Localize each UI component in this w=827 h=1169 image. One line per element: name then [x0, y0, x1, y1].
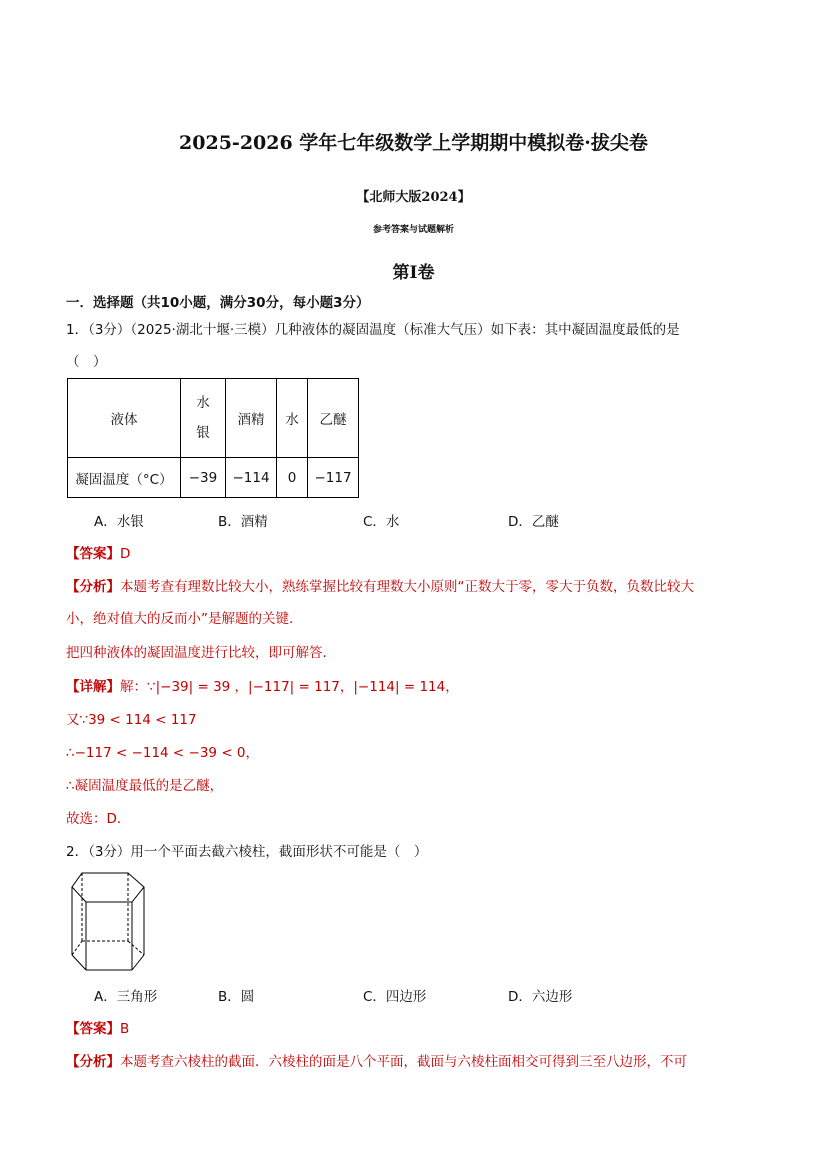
q1-detail-line3: ∴−117 < −114 < −39 < 0，	[66, 745, 260, 761]
q1-answer	[66, 542, 130, 562]
analysis-tag: 【分析】	[66, 1054, 120, 1070]
volume-heading: 第I卷	[392, 263, 435, 283]
analysis-tag: 【分析】	[66, 579, 120, 595]
q1-detail-line1	[66, 675, 459, 695]
q1-detail-line4: ∴凝固温度最低的是乙醚，	[66, 778, 224, 794]
analysis-text: 本题考查有理数比较大小，熟练掌握比较有理数大小原则“正数大于零，零大于负数，负数比较大	[120, 579, 694, 595]
q1-option-a: A．水银	[94, 514, 144, 530]
answer-tag: 【答案】	[66, 546, 120, 562]
table-col-alcohol: 酒精	[226, 379, 277, 458]
table-col-ether: 乙醚	[308, 379, 359, 458]
q2-option-a: A．三角形	[94, 989, 158, 1005]
q1-analysis-line1	[66, 575, 694, 595]
q1-detail-line2: 又∵39 < 114 < 117	[66, 712, 197, 728]
answer-value: B	[120, 1021, 130, 1037]
table-val-ether: −117	[308, 458, 359, 498]
liquid-freezing-table	[67, 378, 359, 498]
detail-text: 解：∵|−39| = 39 ，|−117| = 117，|−114| = 114，	[120, 679, 459, 695]
q1-analysis-line2: 小，绝对值大的反而小”是解题的关键．	[66, 611, 303, 627]
q2-option-b: B．圆	[218, 989, 255, 1005]
q1-detail-line5: 故选：D．	[66, 811, 131, 827]
table-val-alcohol: −114	[226, 458, 277, 498]
document-subtitle: 参考答案与试题解析	[372, 225, 454, 235]
q2-option-c: C．四边形	[363, 989, 427, 1005]
table-col-water: 水	[277, 379, 308, 458]
q1-stem-line1: 1．（3分）（2025·湖北十堰·三模）几种液体的凝固温度（标准大气压）如下表：其中凝固温度最低的是	[66, 322, 680, 338]
q1-stem-line2: （ ）	[66, 354, 107, 370]
table-val-mercury: −39	[181, 458, 226, 498]
edition-label: 【北师大版2024】	[356, 190, 471, 205]
q1-option-c: C．水	[363, 514, 400, 530]
table-header-liquid: 液体	[68, 379, 181, 458]
q1-option-d: D．乙醚	[508, 514, 559, 530]
hexagonal-prism-figure	[66, 866, 156, 976]
answer-tag: 【答案】	[66, 1021, 120, 1037]
document-title: 2025-2026 学年七年级数学上学期期中模拟卷·拔尖卷	[179, 132, 648, 154]
q1-analysis-line3: 把四种液体的凝固温度进行比较，即可解答．	[66, 645, 336, 661]
q2-answer	[66, 1017, 129, 1037]
table-val-water: 0	[277, 458, 308, 498]
q2-stem: 2．（3分）用一个平面去截六棱柱，截面形状不可能是（ ）	[66, 844, 428, 860]
table-col-mercury-char2: 银	[196, 425, 210, 441]
analysis-text: 本题考查六棱柱的截面．六棱柱的面是八个平面，截面与六棱柱面相交可得到三至八边形，不可	[120, 1054, 687, 1070]
q2-option-d: D．六边形	[508, 989, 573, 1005]
table-header-freezing-temp: 凝固温度（°C）	[68, 458, 181, 498]
q2-analysis-line1	[66, 1050, 687, 1070]
q1-option-b: B．酒精	[218, 514, 268, 530]
answer-value: D	[120, 546, 131, 562]
section-heading: 一．选择题（共10小题，满分30分，每小题3分）	[66, 295, 370, 311]
table-col-mercury-char1: 水	[196, 395, 210, 411]
table-col-mercury	[181, 379, 226, 458]
detail-tag: 【详解】	[66, 679, 120, 695]
